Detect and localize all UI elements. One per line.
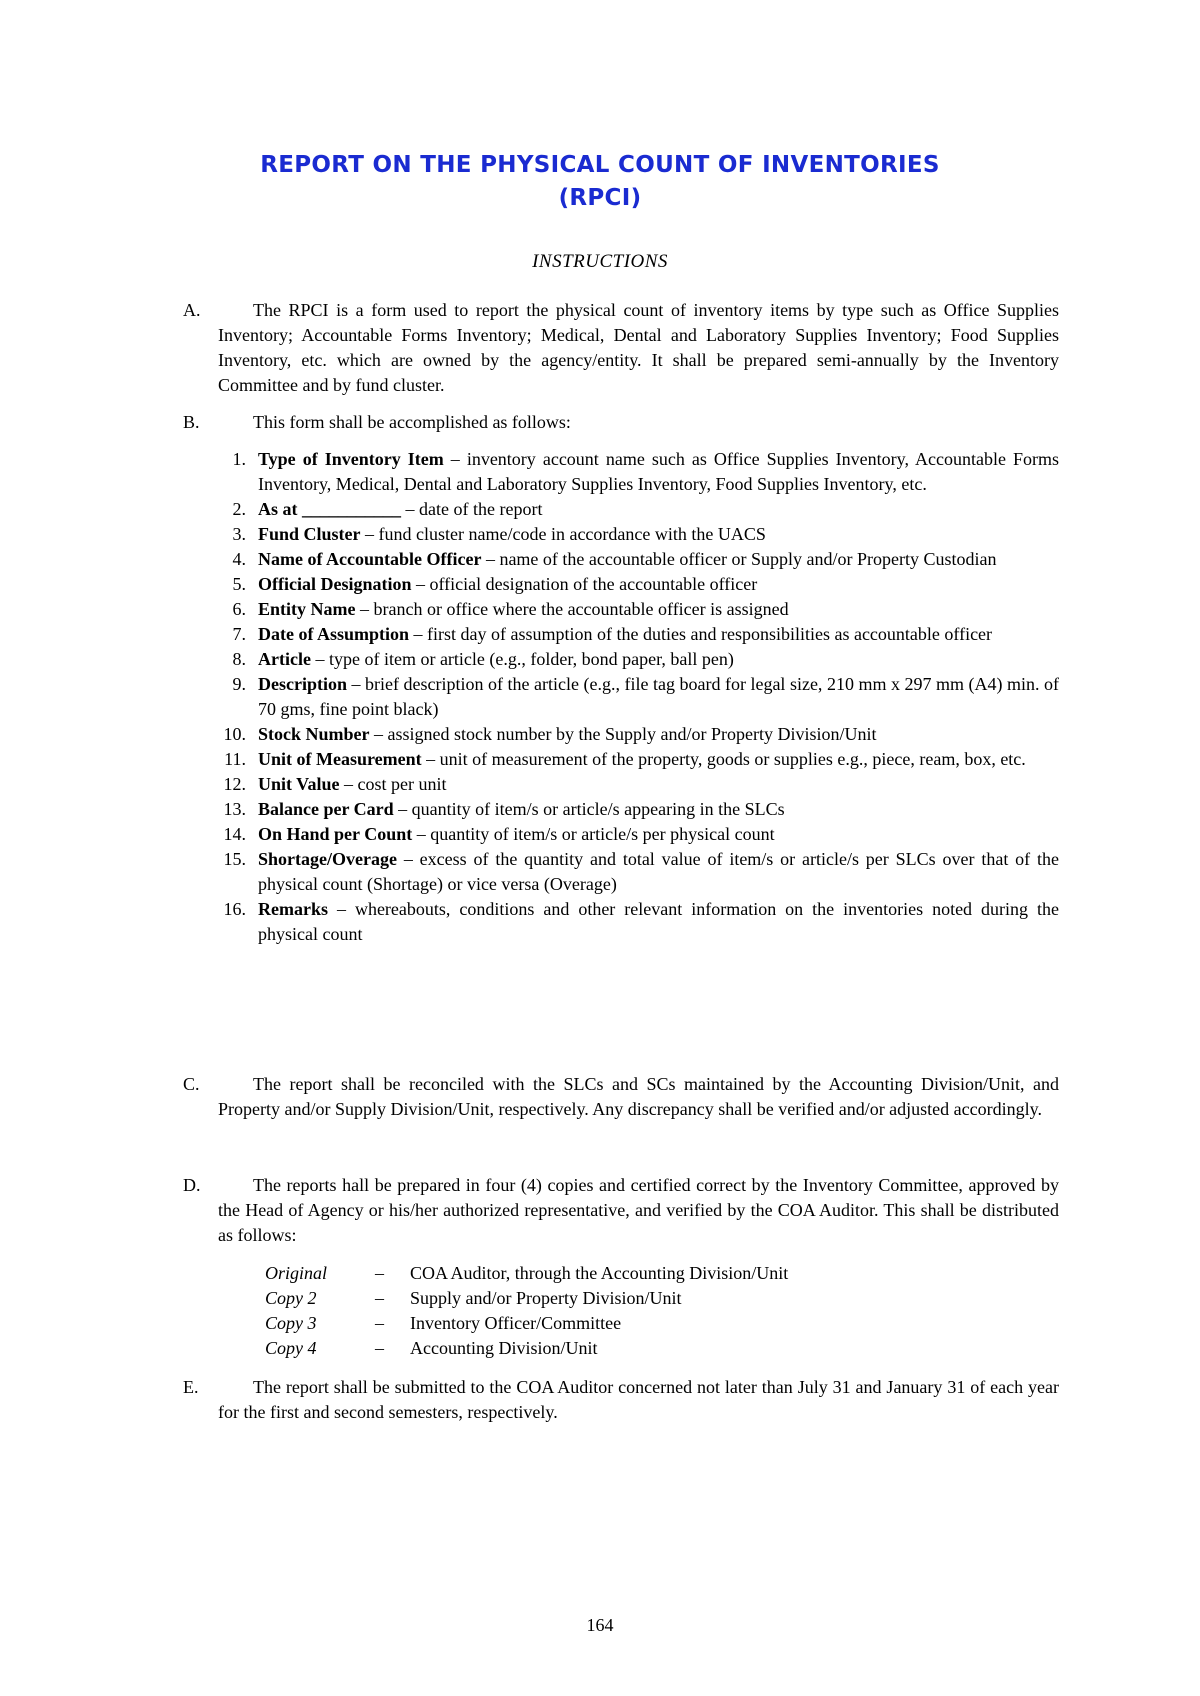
list-item <box>218 847 1059 897</box>
section-text: This form shall be accomplished as follows: <box>253 412 571 432</box>
item-number: 13. <box>223 799 246 819</box>
item-term: Article <box>258 649 311 669</box>
item-number: 11. <box>224 749 246 769</box>
item-desc: – official designation of the accountable officer <box>411 574 758 594</box>
copy-destination: Accounting Division/Unit <box>410 1338 598 1358</box>
item-number: 16. <box>223 899 246 919</box>
section-text: The RPCI is a form used to report the physical count of inventory items by type such as Office Supplies Inventory; Accountable Forms Inventory; Medical, Dental and Laboratory Supplies Inventory; Food Supplies Inventory, etc. which are owned by the agency/entity. It shall be prepared semi-annually by the Inventory Committee and by fund cluster. <box>218 300 1059 395</box>
section-text: The report shall be reconciled with the SLCs and SCs maintained by the Accounting Division/Unit, and Property and/or Supply Division/Unit, respectively. Any discrepancy shall be verified and/or adjusted accordingly. <box>218 1074 1059 1119</box>
item-term: Description <box>258 674 347 694</box>
distribution-row <box>265 1261 965 1286</box>
item-number: 2. <box>232 499 246 519</box>
section-text: The reports hall be prepared in four (4) copies and certified correct by the Inventory Committee, approved by the Head of Agency or his/her authorized representative, and verified by the COA Auditor. This shall be distributed as follows: <box>218 1175 1059 1245</box>
item-desc: – unit of measurement of the property, goods or supplies e.g., piece, ream, box, etc. <box>421 749 1026 769</box>
item-number: 8. <box>232 649 246 669</box>
item-number: 1. <box>232 449 246 469</box>
item-desc: – brief description of the article (e.g., file tag board for legal size, 210 mm x 297 mm (A4) min. of 70 gms, fine point black) <box>258 674 1059 719</box>
item-term: On Hand per Count <box>258 824 413 844</box>
item-number: 14. <box>223 824 246 844</box>
section-letter: A. <box>183 300 201 320</box>
copy-destination: Inventory Officer/Committee <box>410 1313 622 1333</box>
list-item <box>218 722 1059 747</box>
distribution-row <box>265 1336 965 1361</box>
item-desc: – first day of assumption of the duties and responsibilities as accountable officer <box>409 624 993 644</box>
list-item <box>218 572 1059 597</box>
item-desc: – quantity of item/s or article/s per physical count <box>412 824 775 844</box>
item-term: As at ___________ <box>258 499 401 519</box>
section-text: The report shall be submitted to the COA Auditor concerned not later than July 31 and January 31 of each year for the first and second semesters, respectively. <box>218 1377 1059 1422</box>
list-item <box>218 597 1059 622</box>
distribution-list <box>265 1261 965 1361</box>
item-desc: – inventory account name such as Office Supplies Inventory, Accountable Forms Inventory, Medical, Dental and Laboratory Supplies Inventory, Food Supplies Inventory, etc. <box>258 449 1059 494</box>
list-item <box>218 747 1059 772</box>
item-desc: – fund cluster name/code in accordance with the UACS <box>360 524 766 544</box>
copy-label: Copy 3 <box>265 1313 317 1333</box>
report-title-abbrev: (RPCI) <box>558 185 642 211</box>
item-term: Unit Value <box>258 774 340 794</box>
list-item <box>218 797 1059 822</box>
item-number: 7. <box>232 624 246 644</box>
dash: – <box>375 1263 384 1283</box>
page-number: 164 <box>586 1615 614 1635</box>
list-item <box>218 522 1059 547</box>
dash: – <box>375 1313 384 1333</box>
copy-label: Copy 2 <box>265 1288 317 1308</box>
item-term: Shortage/Overage <box>258 849 397 869</box>
list-item <box>218 497 1059 522</box>
item-number: 15. <box>223 849 246 869</box>
item-term: Balance per Card <box>258 799 394 819</box>
list-item <box>218 447 1059 497</box>
item-desc: – name of the accountable officer or Supply and/or Property Custodian <box>481 549 997 569</box>
item-desc: – branch or office where the accountable officer is assigned <box>355 599 789 619</box>
item-term: Remarks <box>258 899 328 919</box>
item-term: Stock Number <box>258 724 370 744</box>
section-letter: D. <box>183 1175 201 1195</box>
item-term: Unit of Measurement <box>258 749 422 769</box>
item-desc: – excess of the quantity and total value of item/s or article/s per SLCs over that of the physical count (Shortage) or vice versa (Overage) <box>258 849 1059 894</box>
item-term: Date of Assumption <box>258 624 410 644</box>
report-title: REPORT ON THE PHYSICAL COUNT OF INVENTORIES <box>260 152 940 178</box>
item-desc: – whereabouts, conditions and other relevant information on the inventories noted during the physical count <box>258 899 1059 944</box>
list-item <box>218 622 1059 647</box>
item-desc: – date of the report <box>401 499 543 519</box>
item-desc: – quantity of item/s or article/s appearing in the SLCs <box>393 799 785 819</box>
item-number: 9. <box>232 674 246 694</box>
item-term: Fund Cluster <box>258 524 361 544</box>
list-item <box>218 547 1059 572</box>
item-term: Entity Name <box>258 599 356 619</box>
copy-label: Original <box>265 1263 328 1283</box>
item-number: 3. <box>232 524 246 544</box>
copy-destination: Supply and/or Property Division/Unit <box>410 1288 682 1308</box>
copy-label: Copy 4 <box>265 1338 317 1358</box>
item-desc: – assigned stock number by the Supply and/or Property Division/Unit <box>369 724 877 744</box>
item-desc: – cost per unit <box>339 774 447 794</box>
list-item <box>218 822 1059 847</box>
item-term: Official Designation <box>258 574 412 594</box>
item-number: 4. <box>232 549 246 569</box>
dash: – <box>375 1288 384 1308</box>
item-number: 10. <box>223 724 246 744</box>
copy-destination: COA Auditor, through the Accounting Division/Unit <box>410 1263 789 1283</box>
section-a <box>183 298 1059 398</box>
section-letter: B. <box>183 412 200 432</box>
item-number: 6. <box>232 599 246 619</box>
item-number: 12. <box>223 774 246 794</box>
distribution-row <box>265 1286 965 1311</box>
item-desc: – type of item or article (e.g., folder, bond paper, ball pen) <box>310 649 734 669</box>
section-e <box>183 1375 1059 1425</box>
dash: – <box>375 1338 384 1358</box>
item-term: Name of Accountable Officer <box>258 549 482 569</box>
section-letter: C. <box>183 1074 200 1094</box>
list-item <box>218 647 1059 672</box>
distribution-row <box>265 1311 965 1336</box>
instructions-heading: INSTRUCTIONS <box>532 251 668 272</box>
list-item <box>218 672 1059 722</box>
field-list <box>218 447 1059 947</box>
item-term: Type of Inventory Item <box>258 449 444 469</box>
list-item <box>218 772 1059 797</box>
section-letter: E. <box>183 1377 199 1397</box>
item-number: 5. <box>232 574 246 594</box>
section-c <box>183 1072 1059 1122</box>
section-d <box>183 1173 1059 1248</box>
list-item <box>218 897 1059 947</box>
